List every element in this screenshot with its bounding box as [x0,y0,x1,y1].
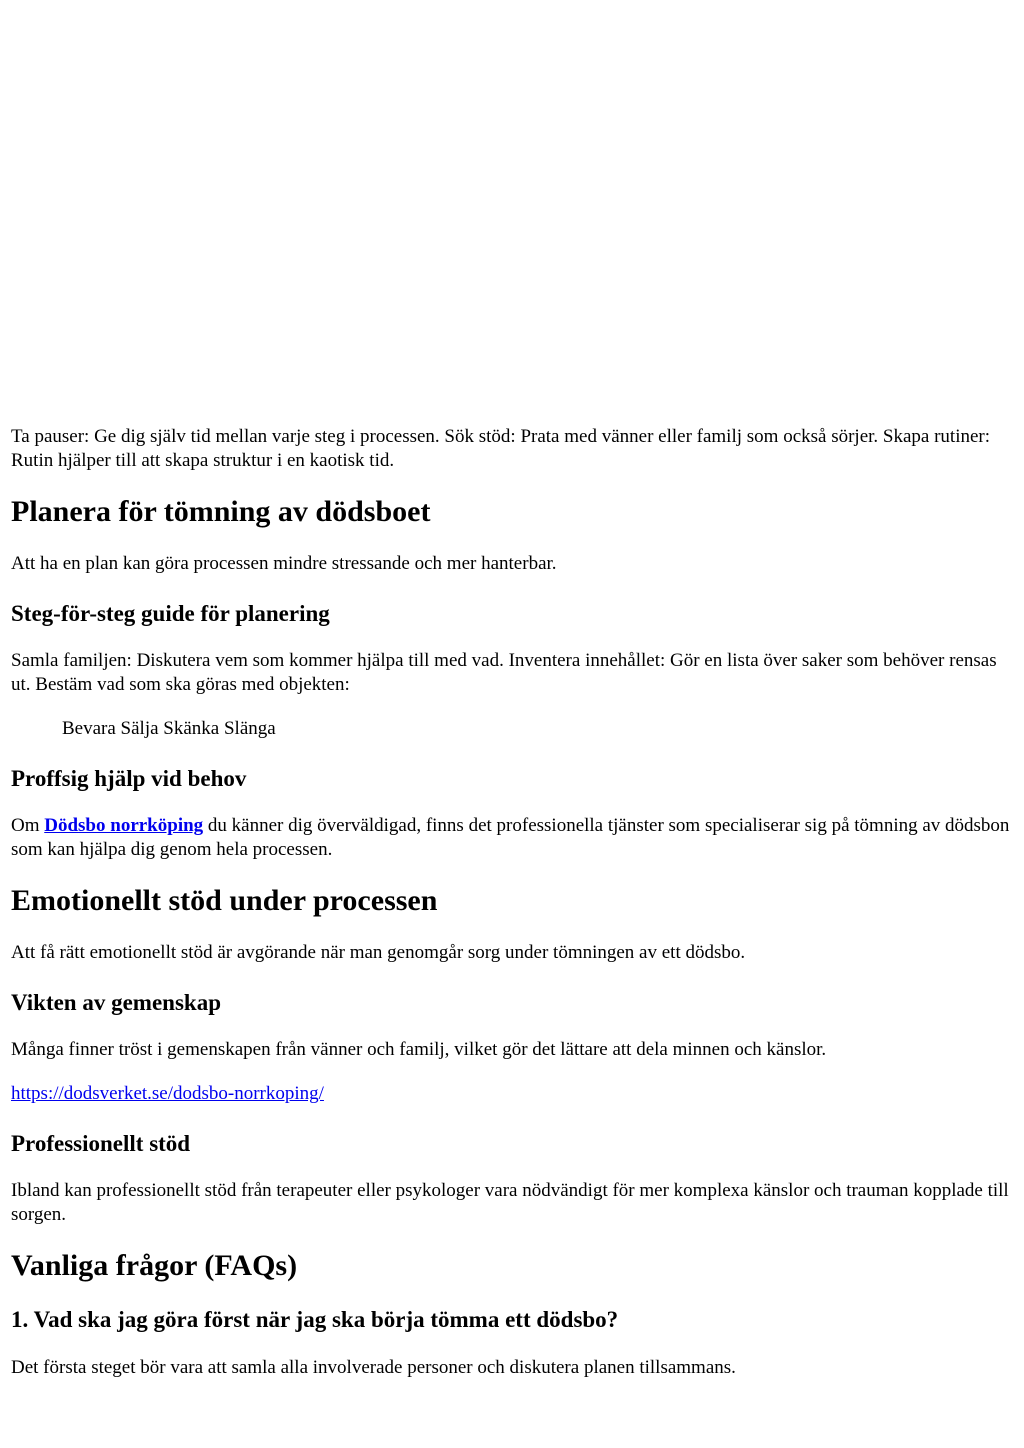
planera-paragraph: Att ha en plan kan göra processen mindre stressande och mer hanterbar. [11,553,557,574]
heading-professionellt-stod: Professionellt stöd [11,1131,191,1156]
professionellt-paragraph: Ibland kan professionellt stöd från terapeuter eller psykologer vara nödvändigt för mer komplexa känslor och trauman kopplade till sorgen. [11,1180,1009,1225]
gemenskap-paragraph: Många finner tröst i gemenskapen från vänner och familj, vilket gör det lättare att dela minnen och känslor. [11,1039,827,1060]
heading-emotionellt: Emotionellt stöd under processen [11,884,438,917]
dodsverket-url-link[interactable]: https://dodsverket.se/dodsbo-norrkoping/ [11,1083,324,1104]
help-suffix: du känner dig överväldigad, finns det professionella tjänster som specialiserar sig på tömning av dödsbon som kan hjälpa dig genom hela processen. [11,815,1010,860]
dodsbo-norrkoping-link[interactable]: Dödsbo norrköping [44,815,204,836]
url-paragraph [11,1082,1013,1106]
emotionellt-paragraph: Att få rätt emotionellt stöd är avgörande när man genomgår sorg under tömningen av ett dödsbo. [11,942,746,963]
guide-paragraph: Samla familjen: Diskutera vem som kommer hjälpa till med vad. Inventera innehållet: Gör en lista över saker som behöver rensas ut. Bestäm vad som ska göras med objekten: [11,650,997,695]
heading-gemenskap: Vikten av gemenskap [11,990,221,1015]
heading-guide: Steg-för-steg guide för planering [11,601,330,626]
faq-question-1: 1. Vad ska jag göra först när jag ska börja tömma ett dödsbo? [11,1307,619,1332]
options-list: Bevara Sälja Skänka Slänga [62,718,276,739]
heading-proffsig-hjalp: Proffsig hjälp vid behov [11,766,247,791]
help-prefix: Om [11,815,40,836]
heading-faq: Vanliga frågor (FAQs) [11,1249,298,1282]
blank-area [11,0,1013,425]
help-paragraph [11,814,1013,862]
faq-answer-1: Det första steget bör vara att samla alla involverade personer och diskutera planen tillsammans. [11,1357,736,1378]
heading-planera: Planera för tömning av dödsboet [11,495,431,528]
intro-paragraph: Ta pauser: Ge dig själv tid mellan varje steg i processen. Sök stöd: Prata med vänner eller familj som också sörjer. Skapa rutiner: Rutin hjälper till att skapa struktur i en kaotisk tid. [11,426,991,471]
